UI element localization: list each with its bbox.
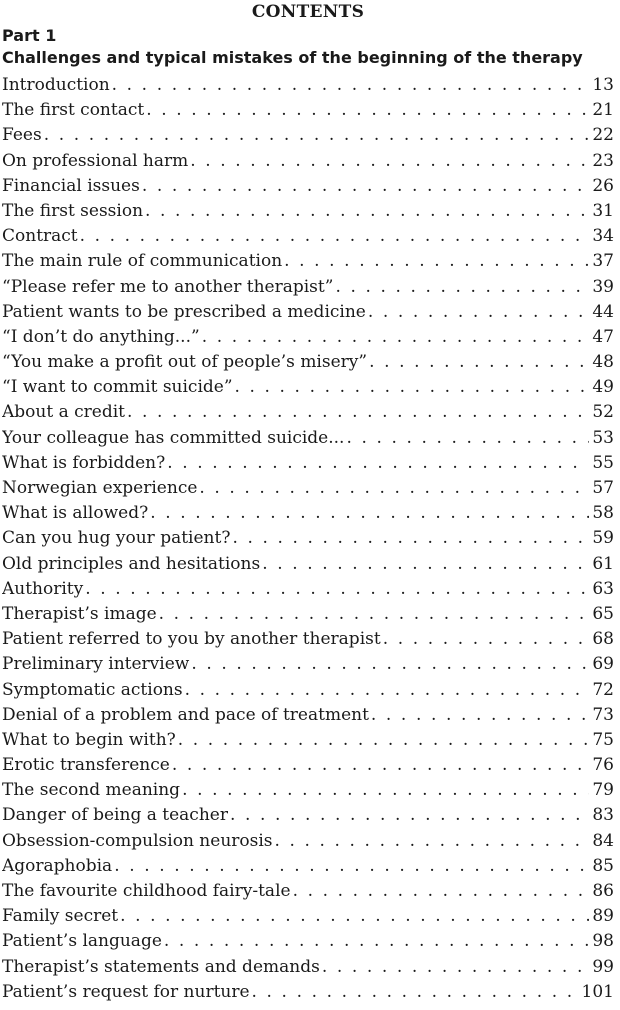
toc-entry[interactable] xyxy=(2,803,614,828)
toc-entry[interactable] xyxy=(2,778,614,803)
toc-entry[interactable] xyxy=(2,199,614,224)
toc-dot-leader xyxy=(127,400,589,425)
toc-dot-leader xyxy=(335,275,589,300)
toc-entry-title: Danger of being a teacher xyxy=(2,805,228,826)
toc-entry[interactable] xyxy=(2,854,614,879)
toc-dot-leader xyxy=(167,451,589,476)
toc-entry-title: Financial issues xyxy=(2,175,140,196)
toc-dot-leader xyxy=(190,149,589,174)
toc-dot-leader xyxy=(322,955,590,980)
toc-dot-leader xyxy=(146,98,589,123)
toc-entry[interactable] xyxy=(2,375,614,400)
toc-dot-leader xyxy=(232,526,589,551)
toc-entry-page-number: 98 xyxy=(592,931,614,952)
toc-entry[interactable] xyxy=(2,123,614,148)
toc-entry-title: Erotic transference xyxy=(2,755,170,776)
toc-dot-leader xyxy=(178,728,590,753)
toc-dot-leader xyxy=(185,678,590,703)
toc-entry-title: The second meaning xyxy=(2,780,181,801)
toc-entry-page-number: 63 xyxy=(592,578,614,599)
toc-entry[interactable] xyxy=(2,149,614,174)
toc-entry-title: What to begin with? xyxy=(2,729,176,750)
toc-entry[interactable] xyxy=(2,879,614,904)
toc-dot-leader xyxy=(112,73,590,98)
toc-entry-title: “You make a profit out of people’s misery” xyxy=(2,352,368,373)
toc-entry-page-number: 13 xyxy=(592,75,614,95)
toc-entry[interactable] xyxy=(2,728,614,753)
toc-dot-leader xyxy=(114,854,589,879)
toc-entry[interactable] xyxy=(2,627,614,652)
toc-entry-page-number: 47 xyxy=(592,326,614,347)
toc-entry-title: “Please refer me to another therapist” xyxy=(2,276,334,297)
toc-entry-title: “I don’t do anything...” xyxy=(2,326,200,347)
toc-entry-page-number: 83 xyxy=(592,805,614,826)
toc-dot-leader xyxy=(199,476,589,501)
toc-entry[interactable] xyxy=(2,678,614,703)
toc-entry-title: Your colleague has committed suicide... xyxy=(2,427,345,448)
toc-dot-leader xyxy=(284,249,589,274)
toc-entry-page-number: 49 xyxy=(592,377,614,398)
toc-entry[interactable] xyxy=(2,400,614,425)
toc-dot-leader xyxy=(85,577,589,602)
toc-entry-page-number: 59 xyxy=(592,528,614,549)
toc-dot-leader xyxy=(262,552,589,577)
toc-entry[interactable] xyxy=(2,753,614,778)
toc-entry-page-number: 58 xyxy=(592,503,614,524)
toc-dot-leader xyxy=(275,829,590,854)
toc-entry-page-number: 31 xyxy=(592,200,614,221)
toc-entry[interactable] xyxy=(2,224,614,249)
toc-entry-page-number: 86 xyxy=(592,881,614,901)
toc-entry-title: Family secret xyxy=(2,906,119,927)
toc-dot-leader xyxy=(182,778,589,803)
toc-entry[interactable] xyxy=(2,73,614,98)
toc-entry-page-number: 69 xyxy=(592,654,614,675)
toc-entry[interactable] xyxy=(2,174,614,199)
toc-entry-title: On professional harm xyxy=(2,150,189,171)
toc-dot-leader xyxy=(172,753,590,778)
toc-entry[interactable] xyxy=(2,652,614,677)
toc-entry-title: Denial of a problem and pace of treatment xyxy=(2,704,369,725)
toc-entry-page-number: 57 xyxy=(592,478,614,498)
toc-entry-page-number: 72 xyxy=(592,679,614,700)
toc-entry-page-number: 65 xyxy=(592,603,614,624)
toc-entry-page-number: 76 xyxy=(592,755,614,776)
toc-entry-title: Norwegian experience xyxy=(2,478,198,498)
toc-entry-title: Can you hug your patient? xyxy=(2,528,231,549)
toc-dot-leader xyxy=(150,501,589,526)
toc-entry-page-number: 53 xyxy=(592,427,614,448)
toc-entry[interactable] xyxy=(2,526,614,551)
toc-entry-title: What is allowed? xyxy=(2,503,149,524)
toc-dot-leader xyxy=(145,199,589,224)
part-label: Part 1 xyxy=(2,26,57,45)
toc-entry-title: Symptomatic actions xyxy=(2,679,183,700)
toc-entry-title: Therapist’s statements and demands xyxy=(2,956,320,977)
toc-dot-leader xyxy=(368,300,590,325)
toc-dot-leader xyxy=(293,879,590,904)
toc-entry-title: Patient referred to you by another therapist xyxy=(2,629,381,650)
toc-entry[interactable] xyxy=(2,300,614,325)
toc-dot-leader xyxy=(80,224,590,249)
part-title: Challenges and typical mistakes of the beginning of the therapy xyxy=(2,48,583,67)
toc-entry-page-number: 39 xyxy=(592,276,614,297)
toc-dot-leader xyxy=(202,325,590,350)
toc-entry-title: Old principles and hesitations xyxy=(2,553,261,574)
toc-dot-leader xyxy=(142,174,590,199)
toc-entry-page-number: 89 xyxy=(592,906,614,927)
contents-heading: CONTENTS xyxy=(251,2,365,22)
toc-entry-page-number: 101 xyxy=(581,981,614,1002)
toc-entry-title: The main rule of communication xyxy=(2,251,283,272)
toc-list xyxy=(2,73,614,1005)
toc-entry-page-number: 52 xyxy=(592,402,614,423)
toc-entry[interactable] xyxy=(2,275,614,300)
toc-entry[interactable] xyxy=(2,602,614,627)
toc-entry-page-number: 21 xyxy=(592,100,614,121)
toc-entry-title: Patient wants to be prescribed a medicine xyxy=(2,301,366,322)
toc-entry-title: The first contact xyxy=(2,100,145,121)
toc-entry-title: Authority xyxy=(2,578,84,599)
toc-entry[interactable] xyxy=(2,426,614,451)
toc-entry-page-number: 44 xyxy=(592,301,614,322)
toc-entry[interactable] xyxy=(2,476,614,501)
toc-entry-page-number: 26 xyxy=(592,175,614,196)
toc-entry-page-number: 79 xyxy=(592,780,614,801)
toc-entry[interactable] xyxy=(2,829,614,854)
toc-entry-page-number: 68 xyxy=(592,629,614,650)
toc-entry-title: Patient’s request for nurture xyxy=(2,981,250,1002)
toc-entry[interactable] xyxy=(2,577,614,602)
toc-entry-title: Patient’s language xyxy=(2,931,162,952)
toc-dot-leader xyxy=(191,652,589,677)
toc-entry[interactable] xyxy=(2,904,614,929)
toc-entry[interactable] xyxy=(2,249,614,274)
toc-entry-page-number: 22 xyxy=(592,125,614,146)
toc-dot-leader xyxy=(44,123,590,148)
toc-entry-page-number: 61 xyxy=(592,553,614,574)
toc-entry-title: Fees xyxy=(2,125,42,146)
toc-entry-title: Agoraphobia xyxy=(2,855,113,876)
toc-dot-leader xyxy=(369,350,589,375)
toc-entry-page-number: 75 xyxy=(592,729,614,750)
toc-entry-title: What is forbidden? xyxy=(2,452,166,473)
toc-entry-title: Therapist’s image xyxy=(2,603,157,624)
toc-entry-title: Introduction xyxy=(2,75,110,95)
toc-dot-leader xyxy=(252,980,579,1005)
toc-entry-title: Contract xyxy=(2,226,78,247)
toc-entry[interactable] xyxy=(2,703,614,728)
toc-dot-leader xyxy=(120,904,589,929)
toc-entry[interactable] xyxy=(2,350,614,375)
toc-entry-page-number: 37 xyxy=(592,251,614,272)
toc-entry-title: The favourite childhood fairy-tale xyxy=(2,881,291,901)
toc-dot-leader xyxy=(159,602,590,627)
toc-entry-page-number: 99 xyxy=(592,956,614,977)
toc-dot-leader xyxy=(383,627,590,652)
toc-dot-leader xyxy=(346,426,589,451)
toc-entry-title: Preliminary interview xyxy=(2,654,190,675)
toc-entry-page-number: 48 xyxy=(592,352,614,373)
toc-entry[interactable] xyxy=(2,98,614,123)
toc-entry-title: Obsession-compulsion neurosis xyxy=(2,830,273,851)
toc-entry[interactable] xyxy=(2,501,614,526)
toc-entry[interactable] xyxy=(2,929,614,954)
toc-entry-title: “I want to commit suicide” xyxy=(2,377,233,398)
toc-entry-page-number: 55 xyxy=(592,452,614,473)
toc-entry[interactable] xyxy=(2,955,614,980)
toc-entry-page-number: 85 xyxy=(592,855,614,876)
toc-dot-leader xyxy=(164,929,589,954)
toc-entry-page-number: 34 xyxy=(592,226,614,247)
toc-entry[interactable] xyxy=(2,552,614,577)
toc-entry-page-number: 73 xyxy=(592,704,614,725)
toc-entry[interactable] xyxy=(2,451,614,476)
toc-entry-page-number: 84 xyxy=(592,830,614,851)
toc-dot-leader xyxy=(230,803,589,828)
toc-entry-page-number: 23 xyxy=(592,150,614,171)
toc-dot-leader xyxy=(235,375,590,400)
toc-entry-title: About a credit xyxy=(2,402,125,423)
toc-dot-leader xyxy=(371,703,589,728)
toc-entry[interactable] xyxy=(2,980,614,1005)
toc-entry-title: The first session xyxy=(2,200,144,221)
toc-entry[interactable] xyxy=(2,325,614,350)
